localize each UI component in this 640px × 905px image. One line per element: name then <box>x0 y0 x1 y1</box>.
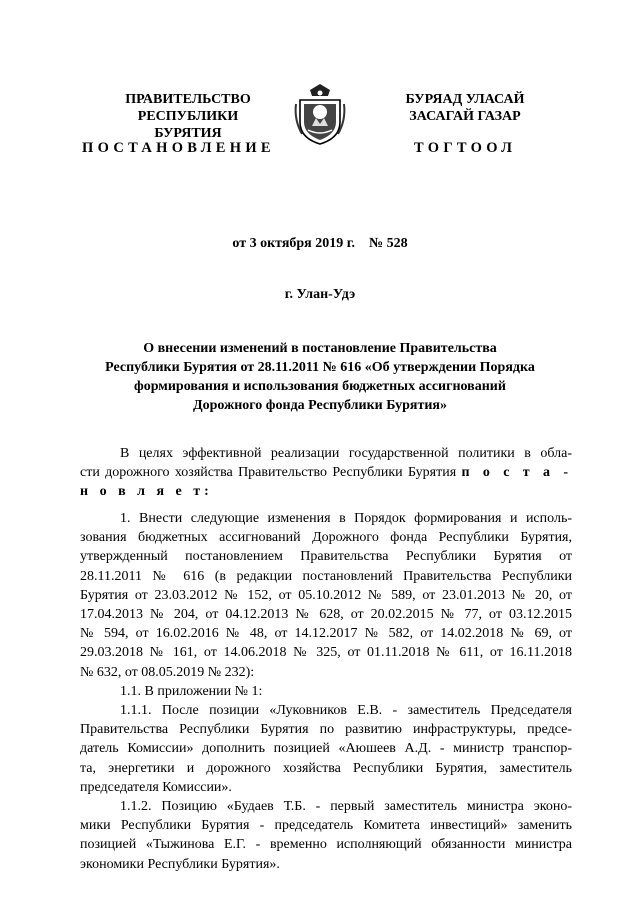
preamble-line <box>80 463 572 482</box>
government-name-line: ЗАСАГАЙ ГАЗАР <box>409 109 521 124</box>
decree-label-buryat: ТОГТООЛ <box>414 140 517 156</box>
body-line: 1.1. В приложении № 1: <box>120 683 263 699</box>
body-line: 1. Внести следующие изменения в Порядок формирования и исполь- <box>120 511 572 526</box>
government-name-line: РЕСПУБЛИКИ БУРЯТИЯ <box>137 109 239 141</box>
body-line: 29.03.2018 № 161, от 14.06.2018 № 325, от 01.11.2018 № 611, от 16.11.2018 <box>80 645 572 661</box>
preamble-resolves-end: н о в л я е т: <box>80 484 213 500</box>
preamble-text: сти дорожного хозяйства Правительство Республики Бурятия <box>80 465 457 481</box>
government-name-line: ПРАВИТЕЛЬСТВО <box>125 92 251 107</box>
preamble-resolves: п о с т а - <box>461 465 572 481</box>
body-line: Бурятия от 23.03.2012 № 152, от 05.10.2012 № 589, от 23.01.2013 № 20, от <box>80 587 572 603</box>
government-name-russian <box>103 91 273 142</box>
body-line: 28.11.2011 № 616 (в редакции постановлений Правительства Республики <box>80 568 572 584</box>
title-line: О внесении изменений в постановление Правительства <box>143 341 497 356</box>
preamble-line: В целях эффективной реализации государственной политики в обла- <box>120 446 572 461</box>
title-line: формирования и использования бюджетных ассигнований <box>134 379 506 394</box>
body-line: датель Комиссии» дополнить позицией «Аюшеев А.Д. - министр транспор- <box>80 741 572 757</box>
body-line: та, энергетики и дорожного хозяйства Республики Бурятия, заместитель <box>80 760 572 776</box>
body-line: позицией «Тыжинова Е.Г. - временно исполняющий обязанности министра <box>80 837 572 853</box>
body-line: № 594, от 16.02.2016 № 48, от 14.12.2017 № 582, от 14.02.2018 № 69, от <box>80 626 572 642</box>
body-line: 1.1.1. После позиции «Луковников Е.В. - заместитель Председателя <box>120 703 572 719</box>
body-line: 17.04.2013 № 204, от 04.12.2013 № 628, от 20.02.2015 № 77, от 03.12.2015 <box>80 607 572 623</box>
decree-body <box>80 509 572 874</box>
body-line: № 632, от 08.05.2019 № 232): <box>80 664 255 680</box>
decree-label-russian: ПОСТАНОВЛЕНИЕ <box>82 140 275 156</box>
body-line: утвержденный постановлением Правительства Республики Бурятия от <box>80 549 572 565</box>
body-line: зования бюджетных ассигнований Дорожного фонда Республики Бурятия, <box>80 530 572 546</box>
decree-title <box>80 339 560 415</box>
title-line: Дорожного фонда Республики Бурятия» <box>193 398 447 413</box>
government-name-line: БУРЯАД УЛАСАЙ <box>405 92 525 107</box>
body-line: экономики Республики Бурятия». <box>80 856 280 872</box>
body-line: мики Республики Бурятия - председатель Комитета инвестиций» заменить <box>80 818 572 834</box>
body-line: 1.1.2. Позицию «Будаев Т.Б. - первый заместитель министра эконо- <box>120 799 572 815</box>
preamble-paragraph <box>80 444 572 502</box>
coat-of-arms-emblem <box>294 82 346 146</box>
decree-city: г. Улан-Удэ <box>284 287 356 302</box>
body-line: Правительства Республики Бурятия по развитию инфраструктуры, предсе- <box>80 722 572 738</box>
title-line: Республики Бурятия от 28.11.2011 № 616 «Об утверждении Порядка <box>105 360 535 375</box>
body-line: председателя Комиссии». <box>80 779 232 795</box>
decree-date-number: от 3 октября 2019 г. № 528 <box>232 236 408 251</box>
government-name-buryat <box>390 91 540 125</box>
